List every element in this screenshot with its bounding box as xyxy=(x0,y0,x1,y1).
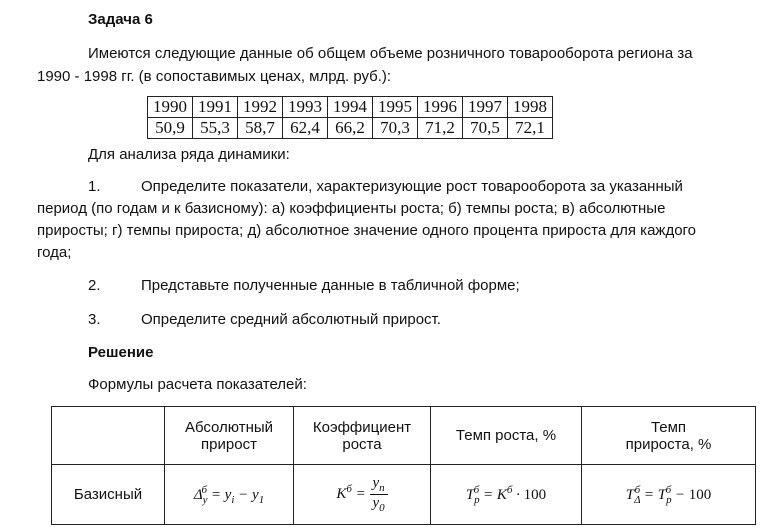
item-text-line: приросты; г) темпы прироста; д) абсолютное значение одного процента прироста для каждого xyxy=(37,222,697,239)
year-cell: 1995 xyxy=(373,97,418,118)
header-growth-rate xyxy=(431,407,582,465)
value-cell: 66,2 xyxy=(328,118,373,139)
year-cell: 1994 xyxy=(328,97,373,118)
year-cell: 1991 xyxy=(193,97,238,118)
value-cell: 70,3 xyxy=(373,118,418,139)
value-cell: 71,2 xyxy=(418,118,463,139)
basis-row xyxy=(52,465,756,525)
formulas-intro: Формулы расчета показателей: xyxy=(88,376,307,393)
years-row xyxy=(148,97,553,118)
item-text-line: период (по годам и к базисному): а) коэффициенты роста; б) темпы роста; в) абсолютные xyxy=(37,200,666,217)
header-line: прирост xyxy=(201,435,257,453)
item-number: 2. xyxy=(88,277,101,294)
row-label-basis: Базисный xyxy=(52,465,165,525)
values-row xyxy=(148,118,553,139)
year-cell: 1998 xyxy=(508,97,553,118)
header-increase-rate xyxy=(582,407,756,465)
formula-table xyxy=(51,406,756,525)
header-line: Темп роста, % xyxy=(455,427,557,444)
item-text-line: Представьте полученные данные в табличной форме; xyxy=(141,277,520,294)
formula-growth-coefficient: $K^б$ = $\frac{y_n}{y_0}$ xyxy=(294,465,431,525)
header-line: роста xyxy=(342,435,382,453)
year-cell: 1990 xyxy=(148,97,193,118)
value-cell: 55,3 xyxy=(193,118,238,139)
formula-absolute-growth: $\Delta_y^б = y_i - y_1$ xyxy=(165,465,294,525)
value-cell: 70,5 xyxy=(463,118,508,139)
header-growth-coefficient xyxy=(294,407,431,465)
task-title: Задача 6 xyxy=(88,11,153,28)
header-line: Темп xyxy=(650,418,687,436)
header-line: прироста, % xyxy=(625,435,712,453)
value-cell: 58,7 xyxy=(238,118,283,139)
header-empty-cell xyxy=(52,407,165,465)
intro-line-1: Имеются следующие данные об общем объеме розничного товарооборота региона за xyxy=(88,45,693,62)
header-absolute-growth xyxy=(165,407,294,465)
item-number: 1. xyxy=(88,178,101,195)
value-cell: 50,9 xyxy=(148,118,193,139)
formula-header-row xyxy=(52,407,756,465)
year-cell: 1996 xyxy=(418,97,463,118)
intro-line-2: 1990 - 1998 гг. (в сопоставимых ценах, млрд. руб.): xyxy=(37,68,392,85)
year-cell: 1997 xyxy=(463,97,508,118)
solution-title: Решение xyxy=(88,344,154,361)
formula-growth-rate: $T_p^б = K^б \cdot 100$ xyxy=(431,465,582,525)
header-line: Коэффициент xyxy=(312,418,412,436)
item-text-line: Определите показатели, характеризующие рост товарооборота за указанный xyxy=(141,178,683,195)
item-number: 3. xyxy=(88,311,101,328)
formula-increase-rate: $T_\Delta^б = T_p^б - 100$ xyxy=(582,465,756,525)
item-text-line: года; xyxy=(37,244,72,261)
header-line: Абсолютный xyxy=(184,418,274,436)
value-cell: 62,4 xyxy=(283,118,328,139)
year-cell: 1992 xyxy=(238,97,283,118)
year-cell: 1993 xyxy=(283,97,328,118)
item-text-line: Определите средний абсолютный прирост. xyxy=(141,311,441,328)
analysis-line: Для анализа ряда динамики: xyxy=(88,146,290,163)
data-table xyxy=(147,96,553,139)
value-cell: 72,1 xyxy=(508,118,553,139)
